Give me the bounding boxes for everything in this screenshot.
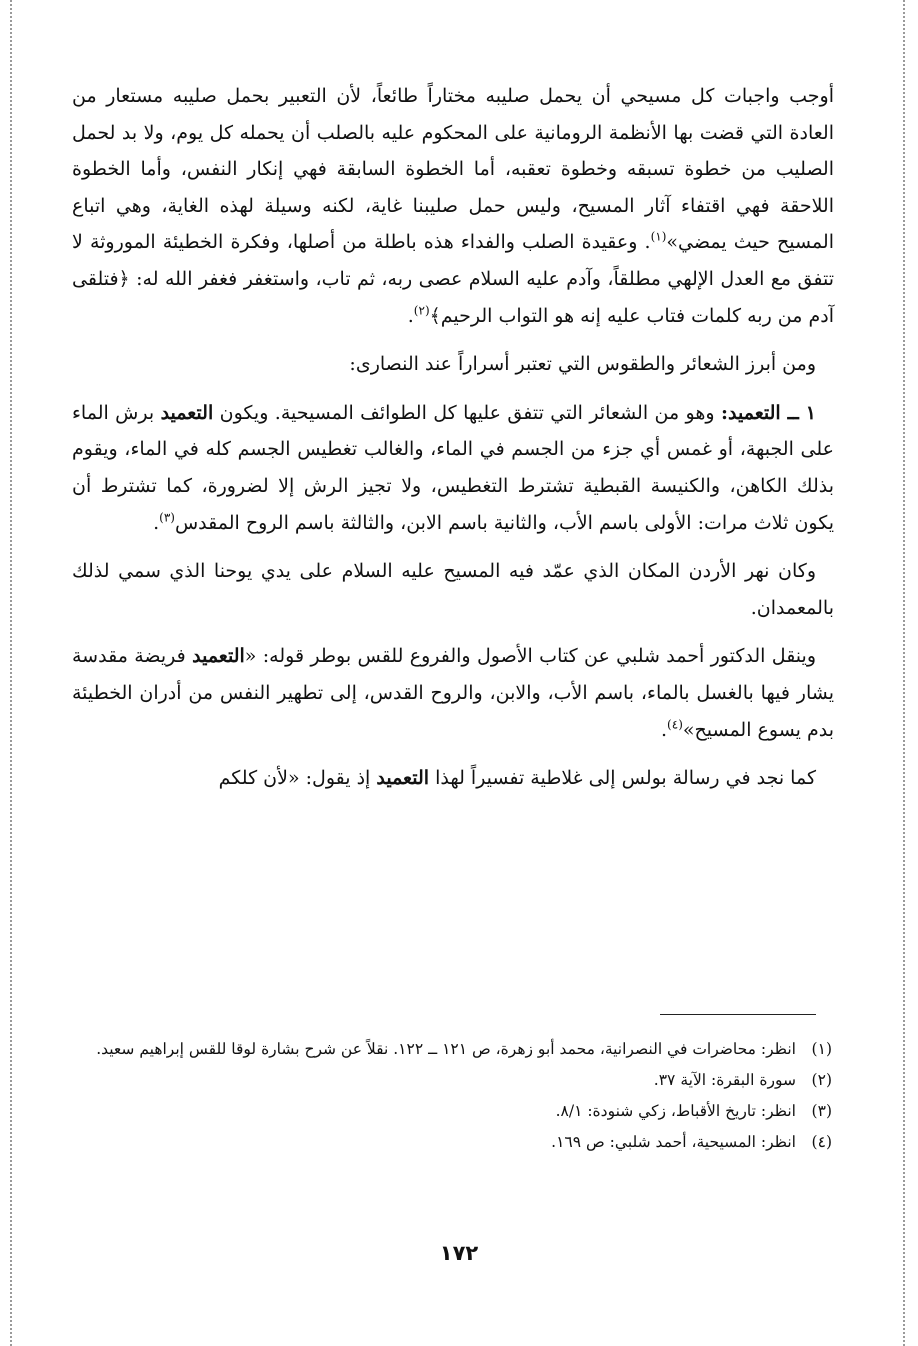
paragraph-6 bbox=[72, 760, 834, 797]
paragraph-3-text-b: برش الماء على الجبهة، أو غمس أي جزء من الجسم في الماء، والغالب تغطيس الجسم كله في الماء، ويقوم بذلك الكاهن، والكنيسة القبطية تشترط التغطيس، ولا تجيز الرش إلا لضرورة، كما تشترط أن يكون ثلاث مرات: الأولى باسم الأب، والثانية باسم الابن، والثالثة باسم الروح المقدس bbox=[72, 401, 834, 534]
bold-term-3: التعميد bbox=[376, 767, 430, 790]
scan-edge-right bbox=[903, 0, 905, 1346]
section-heading-baptism: ١ ــ التعميد: bbox=[720, 401, 816, 424]
footnote-separator bbox=[660, 1014, 816, 1015]
paragraph-5-text-a: وينقل الدكتور أحمد شلبي عن كتاب الأصول والفروع للقس بوطر قوله: « bbox=[244, 645, 816, 668]
footnote-text: انظر: المسيحية، أحمد شلبي: ص ١٦٩. bbox=[551, 1133, 796, 1151]
paragraph-6-text-b: إذ يقول: «لأن كلكم bbox=[218, 767, 377, 790]
paragraph-1-text: أوجب واجبات كل مسيحي أن يحمل صليبه مختاراً طائعاً، لأن التعبير بحمل صليبه مستعار من العادة التي قضت بها الأنظمة الرومانية على المحكوم عليه بالصلب أن يحمله كل يوم، ولا بد لحمل الصليب من خطوة تسبقه وخطوة تعقبه، أما الخطوة السابقة فهي إنكار النفس، وأما الخطوة اللاحقة فهي اقتفاء آثار المسيح، وليس حمل صليبنا غاية، لكنه وسيلة لهذه الغاية، وهي اتباع المسيح حيث يمضي» bbox=[72, 85, 834, 254]
scan-edge-left bbox=[10, 0, 12, 1346]
footnote-text: انظر: محاضرات في النصرانية، محمد أبو زهرة، ص ١٢١ ــ ١٢٢. نقلاً عن شرح بشارة لوقا للقس إبراهيم سعيد. bbox=[96, 1040, 796, 1058]
paragraph-6-text-a: كما نجد في رسالة بولس إلى غلاطية تفسيراً لهذا bbox=[429, 767, 816, 790]
footnote-number: (٣) bbox=[811, 1102, 832, 1120]
footnote-ref-1: (١) bbox=[650, 230, 667, 245]
paragraph-5 bbox=[72, 638, 834, 748]
footnote-1 bbox=[72, 1034, 832, 1065]
footnote-text: انظر: تاريخ الأقباط، زكي شنودة: ٨/١. bbox=[555, 1102, 796, 1120]
paragraph-1 bbox=[72, 78, 834, 334]
paragraph-1-end: . bbox=[407, 304, 414, 327]
page-number: ١٧٢ bbox=[439, 1241, 479, 1265]
paragraph-4: وكان نهر الأردن المكان الذي عمّد فيه المسيح عليه السلام على يدي يوحنا الذي سمي لذلك بالمعمدان. bbox=[72, 560, 834, 619]
paragraph-5-end: . bbox=[661, 718, 668, 741]
paragraph-3 bbox=[72, 395, 834, 541]
paragraph-2: ومن أبرز الشعائر والطقوس التي تعتبر أسراراً عند النصارى: bbox=[349, 353, 816, 376]
body-text bbox=[72, 78, 834, 797]
paragraph-3-text-a: وهو من الشعائر التي تتفق عليها كل الطوائف المسيحية. ويكون bbox=[213, 401, 721, 424]
footnote-4 bbox=[72, 1127, 832, 1158]
footnote-ref-4: (٤) bbox=[667, 717, 683, 732]
bold-term-2: التعميد bbox=[192, 645, 245, 668]
footnote-ref-2: (٢) bbox=[413, 303, 430, 318]
footnote-3 bbox=[72, 1096, 832, 1127]
footnote-2 bbox=[72, 1065, 832, 1096]
paragraph-3-end: . bbox=[153, 511, 160, 534]
footnote-number: (١) bbox=[811, 1040, 832, 1058]
footnote-number: (٤) bbox=[811, 1133, 832, 1151]
paragraph-5-text-b: فريضة مقدسة يشار فيها بالغسل بالماء، باسم الأب، والابن، والروح القدس، إلى تطهير النفس من أدران الخطيئة بدم يسوع المسيح» bbox=[72, 645, 834, 741]
footnote-text: سورة البقرة: الآية ٣٧. bbox=[653, 1071, 796, 1089]
footnote-ref-3: (٣) bbox=[159, 510, 175, 525]
bold-term-1: التعميد bbox=[160, 401, 214, 424]
paragraph-1-text-b: . وعقيدة الصلب والفداء هذه باطلة من أصلها، وفكرة الخطيئة الموروثة لا تتفق مع العدل الإلهي مطلقاً، وآدم عليه السلام عصى ربه، ثم تاب، واستغفر فغفر الله له: ﴿فتلقى آدم من ربه كلمات فتاب عليه إنه هو التواب الرحيم﴾ bbox=[72, 231, 834, 327]
footnote-number: (٢) bbox=[811, 1071, 832, 1089]
footnotes bbox=[72, 1034, 832, 1158]
